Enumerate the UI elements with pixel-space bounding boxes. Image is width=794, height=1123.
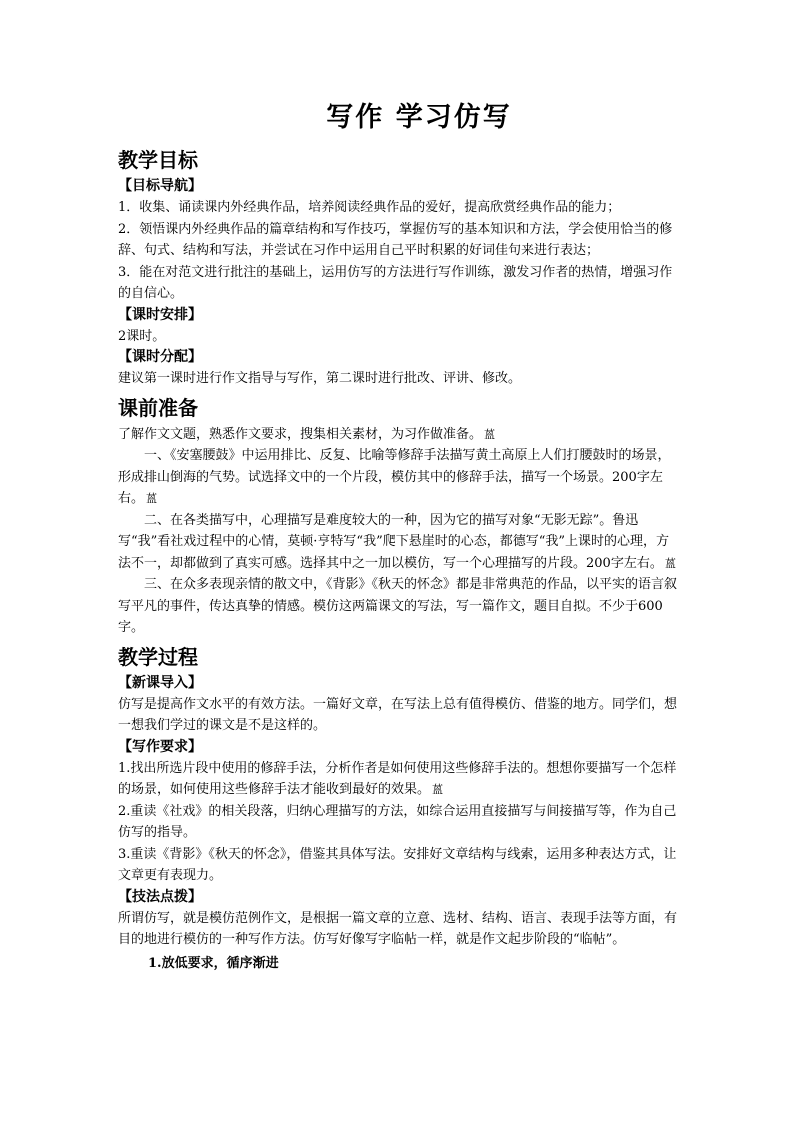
allocation-text: 建议第一课时进行作文指导与写作，第二课时进行批改、评讲、修改。 (118, 371, 522, 386)
preparation-item (118, 510, 680, 575)
requirement-item: 3.重读《背影》《秋天的怀念》，借鉴其具体写法。安排好文章结构与线索，运用多种表达方式，让文章更有表现力。 (118, 846, 677, 883)
goal-item: 2．领悟课内外经典作品的篇章结构和写作技巧，掌握仿写的基本知识和方法，学会使用恰当的修辞、句式、结构和写法，并尝试在习作中运用自己平时积累的好词佳句来进行表达； (118, 221, 673, 258)
section-heading-teaching-goals: 教学目标 (118, 148, 198, 172)
preparation-item-text: 二、在各类描写中，心理描写是难度较大的一种，因为它的描写对象“无影无踪”。鲁迅写“我”看社戏过程中的心情，莫顿·亨特写“我”爬下悬崖时的心态，都德写“我”上课时的心理，方法不一，却都做到了真实可感。选择其中之一加以模仿，写一个心理描写的片段。200字左右。 (118, 512, 670, 571)
artifact-mark: 蒕 (664, 556, 676, 570)
page-title: 写作 学习仿写 (326, 102, 512, 133)
artifact-mark: 蒕 (432, 783, 444, 796)
requirement-item: 2.重读《社戏》的相关段落，归纳心理描写的方法，如综合运用直接描写与间接描写等，作为自己仿写的指导。 (118, 803, 677, 840)
goal-item: 1．收集、诵读课内外经典作品，培养阅读经典作品的爱好，提高欣赏经典作品的能力； (118, 200, 621, 215)
artifact-mark: 蒕 (146, 492, 158, 505)
goal-item: 3．能在对范文进行批注的基础上，运用仿写的方法进行写作训练，激发习作者的热情，增强习作的自信心。 (118, 264, 673, 301)
preparation-item-text: 一、《安塞腰鼓》中运用排比、反复、比喻等修辞手法描写黄土高原上人们打腰鼓时的场景，形成排山倒海的气势。试选择文中的一个片段，模仿其中的修辞手法，描写一个场景。200字左右。 (118, 448, 671, 506)
hours-label: 【课时安排】 (118, 306, 202, 323)
requirements-label: 【写作要求】 (118, 738, 202, 755)
document-body (118, 98, 680, 974)
preparation-intro-text: 了解作文文题，熟悉作文要求，搜集相关素材，为习作做准备。 (118, 426, 483, 442)
requirement-item-text: 1.找出所选片段中使用的修辞手法，分析作者是如何使用这些修辞手法的。想想你要描写一个怎样的场景，如何使用这些修辞手法才能收到最好的效果。 (118, 760, 677, 797)
tips-label: 【技法点拨】 (118, 888, 202, 905)
preparation-intro (118, 424, 680, 446)
intro-text: 仿写是提高作文水平的有效方法。一篇好文章，在写法上总有值得模仿、借鉴的地方。同学们，想一想我们学过的课文是不是这样的。 (118, 696, 678, 733)
hours-text: 2课时。 (118, 328, 166, 344)
subheading-lower-requirements: 1.放低要求，循序渐进 (148, 955, 279, 971)
preparation-item: 三、在众多表现亲情的散文中，《背影》《秋天的怀念》都是非常典范的作品，以平实的语言叙写平凡的事件，传达真挚的情感。模仿这两篇课文的写法，写一篇作文，题目自拟。不少于600字。 (118, 577, 678, 635)
tips-text: 所谓仿写，就是模仿范例作文，是根据一篇文章的立意、选材、结构、语言、表现手法等方面，有目的地进行模仿的一种写作方法。仿写好像写字临帖一样，就是作文起步阶段的“临帖”。 (118, 910, 678, 947)
section-heading-teaching-process: 教学过程 (118, 644, 198, 669)
section-heading-preparation: 课前准备 (118, 395, 198, 420)
artifact-mark: 蒕 (484, 427, 496, 441)
goal-nav-label: 【目标导航】 (118, 178, 202, 194)
requirement-item (118, 758, 680, 801)
intro-label: 【新课导入】 (118, 674, 202, 691)
preparation-item (118, 445, 680, 510)
allocation-label: 【课时分配】 (118, 349, 202, 365)
